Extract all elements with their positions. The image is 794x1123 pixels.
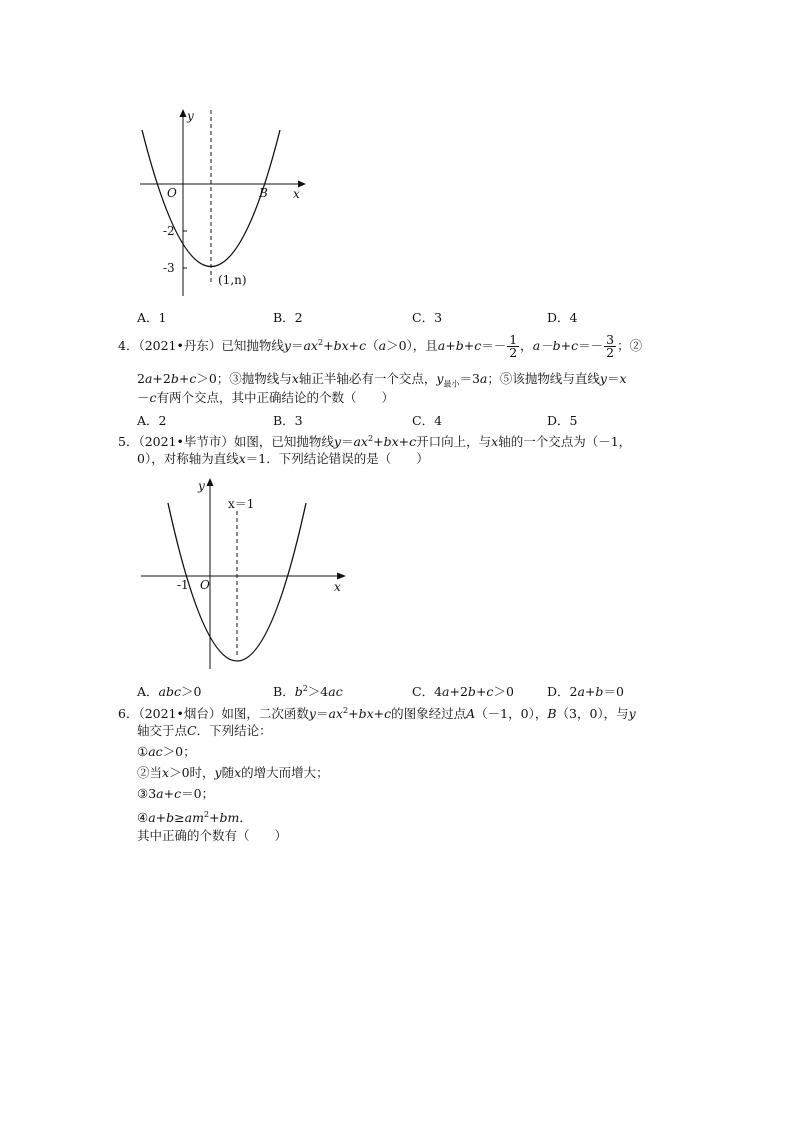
q4-option-c: C．4 [412, 413, 443, 428]
q4-line-3: －c有两个交点，其中正确结论的个数（ ） [137, 390, 395, 405]
tick-label-minus-2: -2 [163, 224, 175, 238]
y-axis-label: y [187, 109, 194, 123]
q3-option-a: A．1 [137, 310, 167, 325]
q5-line-1: 5．（2021•毕节市）如图，已知抛物线$y=ax^2+bx+c$开口向上，与x轴的一个交点为（－1， [118, 434, 632, 450]
q3-option-d: D．4 [547, 310, 578, 325]
q5-option-a: A．abc＞0 [137, 684, 202, 699]
symmetry-axis-label: x＝1 [228, 497, 255, 511]
q4-option-b: B．3 [273, 413, 303, 428]
q6-conclusion-2: ②当x＞0时，y随x的增大而增大； [137, 765, 329, 780]
origin-label: O [167, 186, 177, 200]
q4-line-2: 2a+2b+c＞0；③抛物线与x轴正半轴必有一个交点，$y_{最小}=3a$；⑤该抛物线与直线y＝x [137, 371, 627, 389]
q4-line-1: 4．（2021•丹东）已知抛物线$y=ax^2+bx+c(a>0)$，且a+b+c＝－ $\frac{1}{2}$ ，a－b+c＝－ $\frac{3}{2}$ ；② [118, 332, 643, 360]
q3-option-c: C．3 [412, 310, 443, 325]
q5-option-d: D．2a+b＝0 [547, 684, 624, 699]
q4-option-a: A．2 [137, 413, 167, 428]
q6-question-prompt: 其中正确的个数有（ ） [137, 828, 288, 843]
y-axis-arrow [180, 109, 187, 117]
parabola-graph-2 [136, 473, 356, 673]
tick-label-minus-3: -3 [163, 261, 175, 275]
fraction-three-halves: $\frac{3}{2}$ [606, 332, 615, 360]
origin-label: O [200, 578, 210, 592]
y-axis-arrow [207, 478, 214, 486]
point-b-label: B [259, 186, 268, 200]
q6-conclusion-1: ①ac＞0； [137, 744, 196, 759]
q5-option-b: B．$b^2>4ac$ [273, 683, 343, 699]
y-axis-label: y [198, 479, 205, 493]
q6-conclusion-4: $④a+b\ge am^2+bm$． [137, 810, 252, 826]
x-axis-label: x [334, 580, 341, 594]
q5-option-c: C．4a+2b+c＞0 [412, 684, 514, 699]
x-axis-arrow [337, 573, 346, 580]
fraction-one-half: $\frac{1}{2}$ [509, 332, 518, 360]
x-axis-label: x [293, 187, 300, 201]
q4-option-d: D．5 [547, 413, 578, 428]
vertex-label: (1,n) [218, 273, 247, 287]
q6-line-2: 轴交于点C．下列结论： [137, 723, 272, 738]
tick-label-minus-1: -1 [177, 578, 189, 592]
q6-line-1: 6．（2021•烟台）如图，二次函数$y=ax^2+bx+c$的图象经过点A（－1，0），B（3，0），与y [118, 706, 636, 722]
q5-line-2: 0），对称轴为直线x＝1．下列结论错误的是（ ） [137, 451, 429, 466]
q3-option-b: B．2 [273, 310, 303, 325]
parabola-graph-1 [130, 100, 320, 300]
q6-conclusion-3: ③3a+c＝0； [137, 786, 215, 801]
